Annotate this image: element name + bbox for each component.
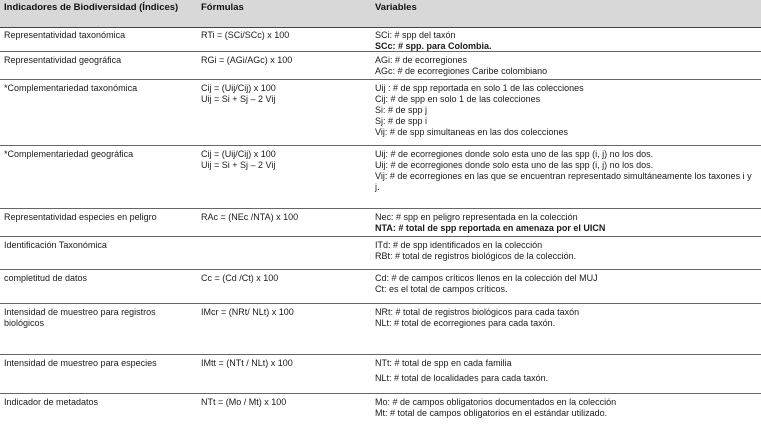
- table-row: [0, 355, 761, 394]
- indicator-cell: Representatividad taxonómica: [4, 30, 126, 40]
- variables-cell: [375, 212, 759, 234]
- variable-line: Ct: es el total de campos críticos.: [375, 284, 508, 294]
- table-row: [0, 80, 761, 146]
- formula-line: Uij = Si + Sj – 2 Vij: [201, 160, 276, 170]
- variable-line: NTA: # total de spp reportada en amenaza por el UICN: [375, 223, 606, 233]
- formula-line: IMcr = (NRt/ NLt) x 100: [201, 307, 294, 317]
- formula-cell: [201, 83, 371, 105]
- indicator-cell: *Complementariedad taxonómica: [4, 83, 138, 93]
- table-row: [0, 27, 761, 52]
- formula-cell: [201, 397, 371, 408]
- formula-line: RAc = (NEc /NTA) x 100: [201, 212, 299, 222]
- indicator-cell: Representatividad especies en peligro: [4, 212, 157, 222]
- variable-line: NRt: # total de registros biológicos para cada taxón: [375, 307, 580, 317]
- formula-line: Cc = (Cd /Ct) x 100: [201, 273, 279, 283]
- variable-line: AGc: # de ecorregiones Caribe colombiano: [375, 66, 548, 76]
- indicator-cell: completitud de datos: [4, 273, 88, 283]
- formula-line: RTi = (SCi/SCc) x 100: [201, 30, 290, 40]
- variables-cell: [375, 55, 759, 77]
- table-row: [0, 209, 761, 237]
- table-row: [0, 52, 761, 80]
- variable-line: Mt: # total de campos obligatorios en el estándar utilizado.: [375, 408, 608, 418]
- variable-line: Cij: # de spp en solo 1 de las colecciones: [375, 94, 541, 104]
- formula-cell: [201, 307, 371, 318]
- variable-line: AGi: # de ecorregiones: [375, 55, 468, 65]
- formula-cell: [201, 55, 371, 66]
- variable-line: Nec: # spp en peligro representada en la colección: [375, 212, 578, 222]
- variable-line: Uij: # de ecorregiones donde solo esta uno de las spp (i, j) no los dos.: [375, 160, 654, 170]
- variables-cell: [375, 240, 759, 262]
- indicator-cell: Representatividad geográfica: [4, 55, 122, 65]
- variables-cell: [375, 30, 759, 52]
- variables-cell: [375, 149, 759, 193]
- header-indicator: Indicadores de Biodiversidad (Índices): [4, 2, 179, 13]
- header-variables: Variables: [375, 2, 417, 13]
- table-row: [0, 394, 761, 428]
- variable-line: Mo: # de campos obligatorios documentados en la colección: [375, 397, 617, 407]
- formula-cell: [201, 30, 371, 41]
- variable-line: Cd: # de campos críticos llenos en la colección del MUJ: [375, 273, 598, 283]
- variables-cell: [375, 307, 759, 329]
- table-row: [0, 146, 761, 209]
- formula-line: Cij = (Uij/Cij) x 100: [201, 83, 276, 93]
- header-formulas: Fórmulas: [201, 2, 244, 13]
- indicator-cell: Intensidad de muestreo para registros biológicos: [4, 307, 156, 328]
- table-row: [0, 270, 761, 304]
- variable-line: SCc: # spp. para Colombia.: [375, 41, 492, 51]
- variable-line: Vij: # de spp simultaneas en las dos colecciones: [375, 127, 568, 137]
- indicator-cell: Intensidad de muestreo para especies: [4, 358, 157, 368]
- formula-line: NTt = (Mo / Mt) x 100: [201, 397, 287, 407]
- formula-line: Cij = (Uij/Cij) x 100: [201, 149, 276, 159]
- variable-line: Si: # de spp j: [375, 105, 428, 115]
- formula-cell: [201, 212, 371, 223]
- variables-cell: [375, 83, 759, 138]
- variables-cell: [375, 273, 759, 295]
- indicator-cell: Indicador de metadatos: [4, 397, 99, 407]
- table-header: [0, 0, 761, 28]
- variable-line: Vij: # de ecorregiones en las que se encuentran representado simultáneamente los taxones i y j.: [375, 171, 752, 192]
- variable-line: Uij: # de ecorregiones donde solo esta uno de las spp (i, j) no los dos.: [375, 149, 654, 159]
- variable-line: Sj: # de spp i: [375, 116, 428, 126]
- variable-line: SCi: # spp del taxón: [375, 30, 456, 40]
- formula-cell: [201, 358, 371, 369]
- variable-line: RBt: # total de registros biológicos de la colección.: [375, 251, 577, 261]
- formula-line: RGi = (AGi/AGc) x 100: [201, 55, 293, 65]
- indicator-cell: *Complementariedad geográfica: [4, 149, 134, 159]
- variables-cell: [375, 358, 759, 384]
- indicator-cell: Identificación Taxonómica: [4, 240, 107, 250]
- variable-line: NLt: # total de ecorregiones para cada taxón.: [375, 318, 556, 328]
- variable-line: Uij : # de spp reportada en solo 1 de las colecciones: [375, 83, 584, 93]
- formula-line: IMtt = (NTt / NLt) x 100: [201, 358, 293, 368]
- variable-line: ITd: # de spp identificados en la colección: [375, 240, 543, 250]
- formula-cell: [201, 273, 371, 284]
- variable-line: NLt: # total de localidades para cada taxón.: [375, 373, 549, 383]
- variable-line: NTt: # total de spp en cada familia: [375, 358, 512, 368]
- variables-cell: [375, 397, 759, 419]
- formula-line: Uij = Si + Sj – 2 Vij: [201, 94, 276, 104]
- table-row: [0, 304, 761, 355]
- table-row: [0, 237, 761, 270]
- formula-cell: [201, 149, 371, 171]
